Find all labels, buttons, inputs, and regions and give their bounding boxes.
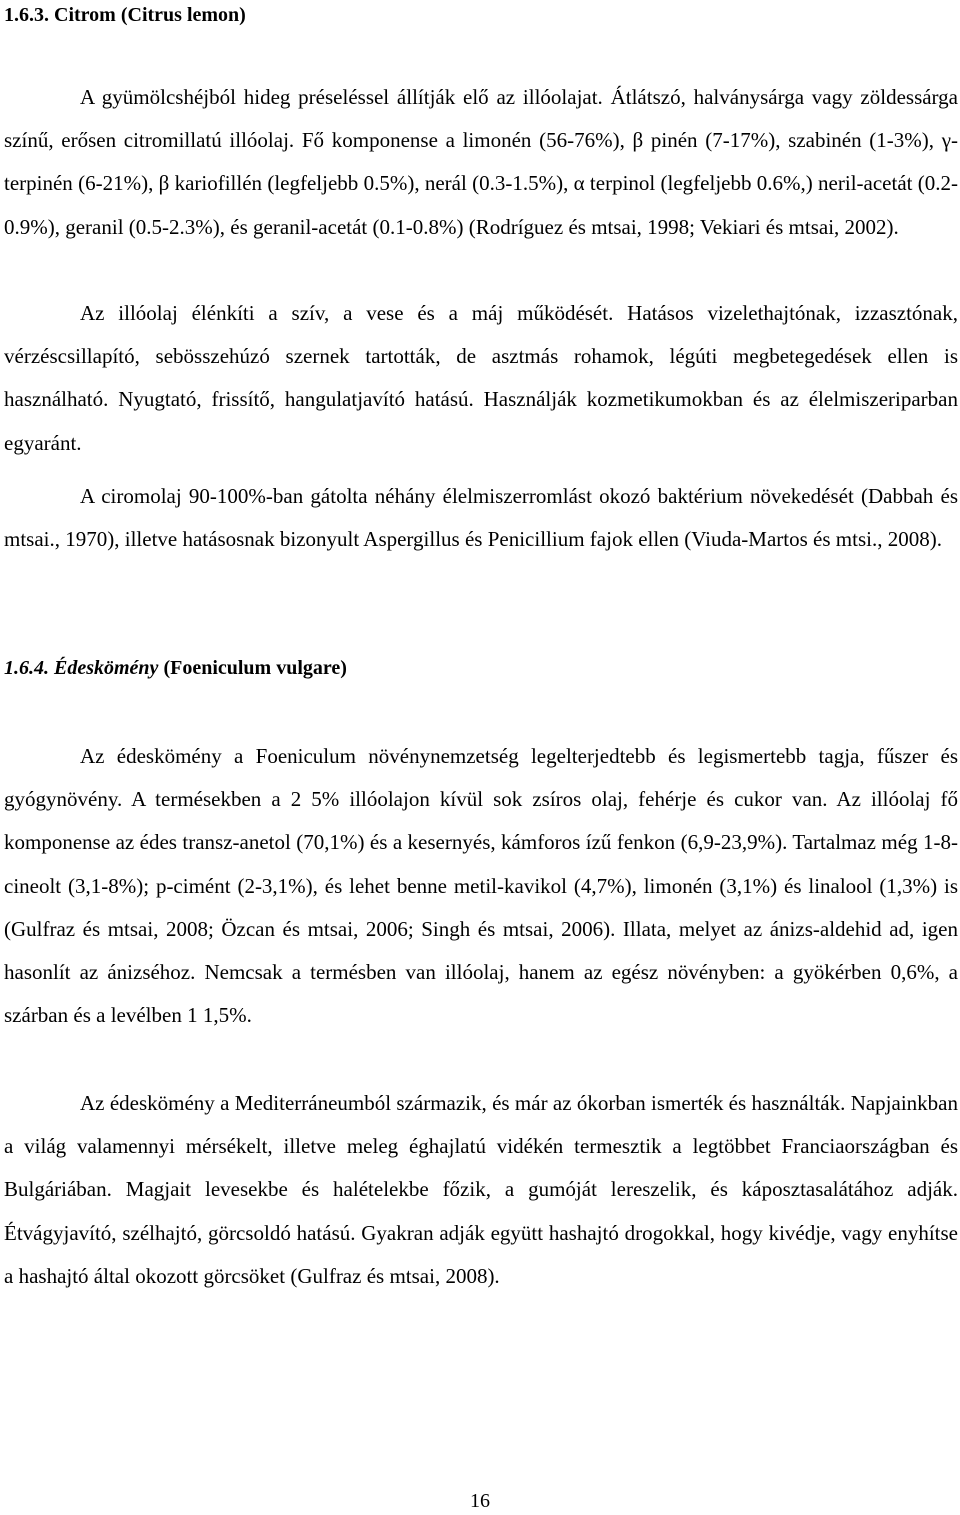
citrom-paragraph-1: A gyümölcshéjból hideg préseléssel állítják elő az illóolajat. Átlátszó, halványsárga vagy zöldessárga színű, erősen citromillatú illóolaj. Fő komponense a limonén (56-76%), β pinén (7-17%), szabinén (1-3%), γ-terpinén (6-21%), β kariofillén (legfeljebb 0.5%), nerál (0.3-1.5%), α terpinol (legfeljebb 0.6%,) neril-acetát (0.2-0.9%), geranil (0.5-2.3%), és geranil-acetát (0.1-0.8%) (Rodríguez és mtsai, 1998; Vekiari és mtsai, 2002). <box>4 85 958 239</box>
page-number: 16 <box>470 1490 490 1512</box>
heading-latin-name: (Foeniculum vulgare) <box>163 657 347 679</box>
citrom-paragraph-3: A ciromolaj 90-100%-ban gátolta néhány élelmiszerromlást okozó baktérium növekedését (Dabbah és mtsai., 1970), illetve hatásosnak bizonyult Aspergillus és Penicillium fajok ellen (Viuda-Martos és mtsi., 2008). <box>4 484 958 552</box>
edeskomeny-paragraph-1: Az édeskömény a Foeniculum növénynemzetség legelterjedtebb és legismertebb tagja, fűszer és gyógynövény. A termésekben a 2 5% illóolajon kívül sok zsíros olaj, fehérje és cukor van. Az illóolaj fő komponense az édes transz-anetol (70,1%) és a kesernyés, kámforos ízű fenkon (6,9-23,9%). Tartalmaz még 1-8-cineolt (3,1-8%); p-cimént (2-3,1%), és lehet benne metil-kavikol (4,7%), limonén (3,1%) és linalool (1,3%) is (Gulfraz és mtsai, 2008; Özcan és mtsai, 2006; Singh és mtsai, 2006). Illata, melyet az ánizs-aldehid ad, igen hasonlít az ánizséhoz. Nemcsak a termésben van illóolaj, hanem az egész növényben: a gyökérben 0,6%, a szárban és a levélben 1 1,5%. <box>4 744 958 1028</box>
edeskomeny-paragraph-2: Az édeskömény a Mediterráneumból származik, és már az ókorban ismerték és használták. Napjainkban a világ valamennyi mérsékelt, illetve meleg éghajlatú vidékén termesztik a legtöbbet Franciaországban és Bulgáriában. Magjait levesekbe és halételekbe főzik, a gumóját lereszelik, és káposztasalátához adják. Étvágyjavító, szélhajtó, görcsoldó hatású. Gyakran adják együtt hashajtó drogokkal, hogy kivédje, vagy enyhítse a hashajtó által okozott görcsöket (Gulfraz és mtsai, 2008). <box>4 1091 958 1288</box>
citrom-paragraph-2: Az illóolaj élénkíti a szív, a vese és a máj működését. Hatásos vizelethajtónak, izzasztónak, vérzéscsillapító, sebösszehúzó szernek tartották, de asztmás rohamok, légúti megbetegedések ellen is használható. Nyugtató, frissítő, hangulatjavító hatású. Használják kozmetikumokban és az élelmiszeriparban egyaránt. <box>4 301 958 455</box>
heading-number: 1.6.4. <box>4 657 49 679</box>
section-heading-edeskomeny <box>4 653 958 683</box>
section-heading-citrom: 1.6.3. Citrom (Citrus lemon) <box>4 4 246 26</box>
heading-title: Édeskömény <box>54 657 159 679</box>
